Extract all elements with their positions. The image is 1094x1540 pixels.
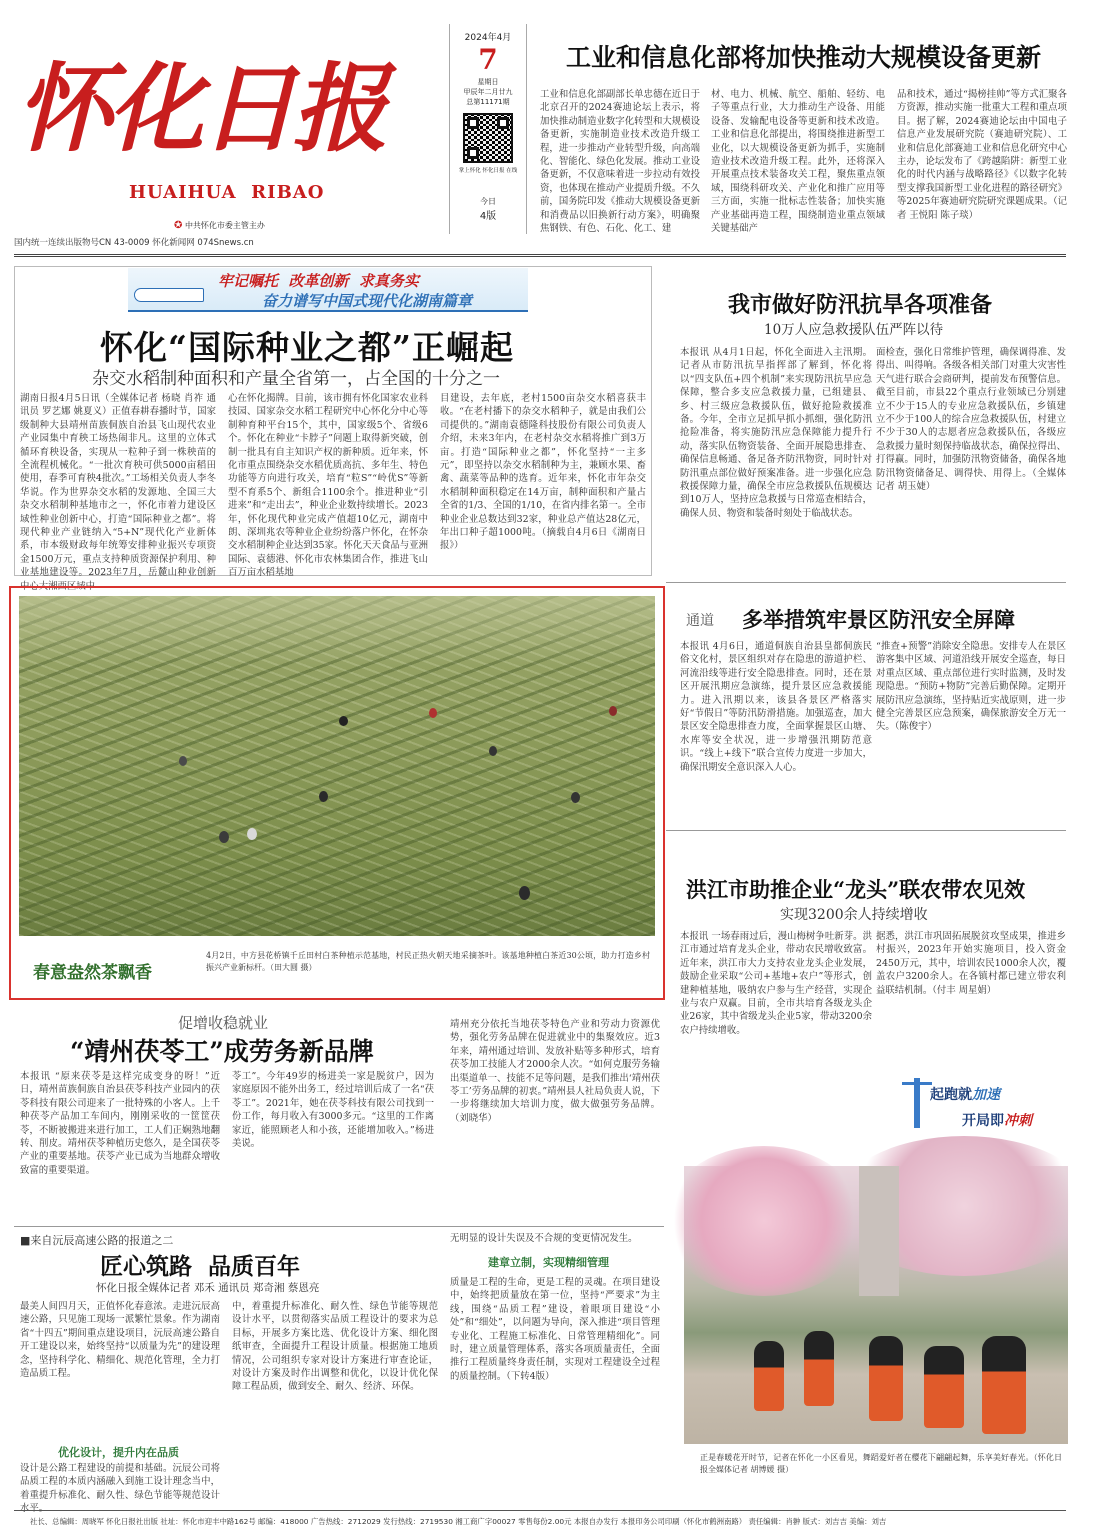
dancer (982, 1336, 1026, 1434)
dance-caption: 正是春暖花开时节，记者在怀化一小区看见，舞蹈爱好者在樱花下翩翩起舞，乐享美好春光。（怀化日报全媒体记者 胡博媛 摄） (700, 1453, 1062, 1474)
scenic-col1: 本报讯 4月6日，通道侗族自治县皇都侗族民俗文化村，景区组织对存在隐患的游道护栏、河流沿线等进行安全隐患排查。同时，还在景区开展汛期应急演练，提升景区应急救援能力。进入汛期以来，该县各景区严格落实好“节假日”等防汛防滑措施。加强巡查，加大景区安全隐患排查力度，全面掌握景区山塘、水库等安全状况，进一步增强汛期防范意识。“线上+线下”联合宣传力度进一步加大，确保汛期安全意识深入人心。 (680, 641, 872, 773)
badge-text1: 起跑就 (930, 1087, 972, 1103)
qr-caption: 掌上怀化 怀化日报 在线 (458, 168, 518, 174)
date-year-month: 2024年4月 (464, 33, 512, 43)
dragon-subhead: 实现3200余人持续增收 (780, 907, 928, 923)
tea-field-photo (19, 596, 655, 936)
seed-headline: 怀化“国际种业之都”正崛起 (100, 328, 514, 367)
masthead-logo: 怀化日报 (16, 52, 384, 165)
tea-picker (609, 706, 617, 716)
badge-accent2: 冲刺 (1004, 1113, 1032, 1129)
dancer (804, 1331, 834, 1406)
dragon-col1: 本报讯 一场春雨过后，漫山梅树争吐新芽。洪江市通过培育龙头企业，带动农民增收致富。近年来，洪江市大力支持农业龙头企业发展，鼓励企业采取“公司+基地+农户”等形式，创建种植基地，吸纳农户参与生产经营，实现企业与农户双赢。目前，全市共培育各级龙头企业26家，其中省级龙头企业5家，带动3200余农户持续增收。 (680, 931, 872, 1036)
flood-subhead: 10万人应急救援队伍严阵以待 (764, 322, 944, 338)
tea-picker (247, 828, 257, 840)
fuling-col3: 靖州充分依托当地茯苓特色产业和劳动力资源优势，强化劳务品牌在促进就业中的集聚效应。近3年来，靖州通过培训、发放补贴等多种形式，培育茯苓加工技能人才2000余人次。“如何克服劳务输出渠道单一、技能不足等问题，是我们推出‘靖州茯苓工’劳务品牌的初衷。”靖州县人社局负责人说，下一步将继续加大培训力度，做大做强劳务品牌。（刘晓华） (450, 1019, 660, 1124)
dancer (924, 1346, 964, 1428)
tea-photo-frame (9, 586, 665, 1000)
road-col2: 中，着重提升标准化、耐久性、绿色节能等规范设计水平，以贯彻落实品质工程设计的要求为总目标，开展多方案比选、优化设计方案、细化图纸审查，全面提升工程设计质量。根据施工地质情况，公司组织专家对设计方案进行审查论证，对设计方案及时作出调整和优化，以设计优化保障工程品质，做到安全、耐久、经济、环保。 (232, 1301, 438, 1393)
road-section2: 建章立制，实现精细管理 (488, 1256, 609, 1269)
date-day: 7 (478, 43, 498, 76)
road-col1b: 设计是公路工程建设的前提和基础。沅辰公司将品质工程的本质内涵融入到施工设计理念当中，着重提升标准化、耐久性、绿色节能等规范设计水平。 (20, 1463, 220, 1515)
banner-line2: 奋力谱写中国式现代化湖南篇章 (262, 292, 473, 310)
sponsor-text: 中共怀化市委主管主办 (184, 221, 265, 230)
campaign-badge (896, 1072, 1066, 1142)
seed-col3: 目建设，去年底，老村1500亩杂交水稻喜获丰收。“在老村播下的杂交水稻种子，就是由我们公司提供的。”湖南袁德隆科技股份有限公司负责人介绍，未来3年内，在老村杂交水稻将推广到3万亩。打造“国际种业之都”，怀化坚持“一主多元”，即坚持以杂交水稻制种为主，兼顾水果、畜禽、蔬菜等品种的选育。近年来，怀化市年杂交水稻制种面积稳定在14万亩，制种面积和产量占全省的1/3、全国的1/10，在省内排名第一。全市种业企业总数达到32家，种业总产值达28亿元，年出口种子超1000吨。（摘载自4月6日《湖南日报》） (440, 393, 646, 552)
seed-col1: 湖南日报4月5日讯（全媒体记者 杨晓 肖祚 通讯员 罗艺娜 姚夏义）正值春耕春播时节，国家级制种大县靖州苗族侗族自治县飞山现代农业产业园集中育秧工场热闹非凡。这里的立体式循环育秧设备，实现从一粒种子到一株秧苗的全流程机械化。“一批次育秧可供5000亩稻田使用，春季可育秧4批次。”工场相关负责人李冬华说。作为世界杂交水稻的发源地、全国三大杂交水稻制种基地市之一，怀化市着力建设区域性种业创新中心，打造“国际种业之都”。将现代种业产业链纳入“5+N”现代化产业新体系，市本级财政每年统筹安排种业振兴专项资金1500万元，重点支持种质资源保护利用、种业基地建设等。2023年7月，岳麓山种业创新中心大湘西区域中 (20, 393, 216, 592)
fuling-headline: “靖州茯苓工”成劳务新品牌 (70, 1037, 374, 1066)
masthead-pinyin: HUAIHUA RIBAO (129, 182, 325, 203)
dragon-col2: 据悉，洪江市巩固拓展脱贫攻坚成果，推进乡村振兴，2023年开始实施项目，投入资金2450万元，其中，培训农民1000余人次，覆盖农户3200余人。在各镇村都已建立带农利益联结机制。（付丰 周星娟） (876, 931, 1066, 996)
tea-picker (339, 716, 348, 726)
tea-picker (319, 791, 328, 802)
tea-caption-title: 春意盎然茶飘香 (33, 963, 152, 983)
fuling-col1: 本报讯 “原来茯苓是这样完成变身的呀！”近日，靖州苗族侗族自治县茯苓科技产业园内的茯苓科技有限公司迎来了一批特殊的小客人。上千种茯苓产品加工车间内，刚刚采收的一筐筐茯苓，不断被搬进来进行加工，工人们正娴熟地翻转、削皮。靖州茯苓种植历史悠久，是全国茯苓产业的重要基地。茯苓产业已成为当地群众增收致富的重要渠道。 (20, 1071, 220, 1176)
tea-picker (489, 746, 497, 756)
flood-headline: 我市做好防汛抗旱各项准备 (728, 292, 993, 318)
cherry-blossom-tree (664, 1146, 864, 1296)
today-label: 今日 (480, 197, 496, 206)
road-byline: 怀化日报全媒体记者 邓禾 通讯员 郑奇湘 蔡恩亮 (96, 1282, 320, 1294)
tea-picker (571, 792, 580, 803)
tower-icon (914, 1078, 920, 1128)
footer-rule (14, 1510, 1066, 1511)
scenic-rule (666, 830, 1066, 831)
date-lunar: 甲辰年二月廿九 (463, 88, 513, 96)
seed-subhead: 杂交水稻制种面积和产量全省第一，占全国的十分之一 (92, 369, 500, 389)
flood-col2: 面检查，强化日常维护管理，确保调得准、发得出、叫得响。各级各相关部门对重大灾害性天气进行联合会商研判，提前发布预警信息。截至目前，市县22个重点行业领域已分别建立不少于15人的专业应急救援队伍，乡镇建立不少于100人的综合应急救援队伍，村建立不少于30人的志愿者应急救援队伍，各级应急救援力量时刻保持临战状态，确保拉得出、打得赢。同时，加强防汛物资储备，确保各地防汛物资储备足、调得快、用得上。（全媒体记者 胡玉婕） (876, 347, 1066, 493)
fuling-rule (14, 1226, 664, 1227)
scenic-headline: 多举措筑牢景区防汛安全屏障 (742, 607, 1015, 632)
footer-info: 社长、总编辑：周晓军 怀化日报社出版 社址：怀化市迎丰中路162号 邮编：418000 广告热线：2712029 发行热线：2719530 湘工商广字00027 零售每份2.00元 本报自办发行 本报印务公司印刷（怀化市鹤洲南路） 责任编辑：肖翀 版式：刘吉吉 美编：刘吉 (30, 1517, 887, 1526)
badge-accent1: 加速 (972, 1087, 1000, 1103)
qr-code (463, 113, 513, 163)
party-emblem-icon: ✪ (174, 220, 183, 231)
top-story-col2: 材、电力、机械、航空、船舶、轻纺、电子等重点行业，大力推动生产设备、用能设备、发输配电设备等更新和技术改造。工业和信息化部提出，将围绕推进新型工业化，以大规模设备更新为抓手，实施制造业技术改造升级工程。此外，还将深入开展重点技术装备攻关工程，聚焦重点领域，围绕科研攻关、产业化和推广应用等三方面，实施一批标志性装备；加快实施产业基础再造工程，围绕制造业重点领域关键基础产 (711, 89, 885, 235)
date-box (449, 24, 527, 234)
tea-caption-text: 4月2日，中方县花桥镇千丘田村白茶种植示范基地，村民正热火朝天地采摘茶叶。该基地种植白茶近30公顷，助力打造乡村振兴产业新标杆。（田大圆 摄） (206, 951, 650, 972)
fuling-col2: 苓工”。今年49岁的杨进美一家是脱贫户，因为家庭原因不能外出务工，经过培训后成了一名“茯苓工”。2021年，她在茯苓科技有限公司找到一份工作，每月收入有3000多元。“这里的工作离家近，能照顾老人和小孩，还能增加收入。”杨进美说。 (232, 1071, 434, 1150)
road-section1: 优化设计，提升内在品质 (58, 1446, 179, 1459)
building (859, 1166, 899, 1296)
seed-col2: 心在怀化揭牌。目前，该市拥有怀化国家农业科技园、国家杂交水稻工程研究中心怀化分中心等制种育种平台15个，其中，国家级5个、省级6个。怀化在种业“卡脖子”问题上取得新突破，创制一批具有自主知识产权的新种质。近年来，怀化市重点围绕杂交水稻优质高抗、多年生、特色功能等方向进行攻关，培育“粒S”“岭优S”等新型不育系5个、新组合1100余个。推进种业“引进来”和“走出去”，种业企业数持续增长。2023年，怀化现代种业完成产值超10亿元，湖南中朗、深圳兆农等种业企业纷纷落户怀化，在怀杂交水稻制种企业达到35家。怀化天天食品与亚洲国际、袁德港、怀化市农林集团合作，推进飞山百万亩水稻基地 (228, 393, 428, 579)
scenic-kicker: 通道 (686, 613, 714, 629)
badge-text2: 开局即 (962, 1113, 1004, 1129)
cn-number-line: 国内统一连续出版物号CN 43-0009 怀化新闻网 074Snews.cn (14, 238, 254, 248)
badge-line2 (962, 1110, 1032, 1130)
flood-rule (666, 582, 1066, 583)
date-weekday: 星期日 (477, 78, 499, 86)
dance-photo (684, 1166, 1068, 1444)
road-series-label: ■来自沅辰高速公路的报道之二 (20, 1234, 174, 1247)
dancer (754, 1341, 784, 1411)
dragon-headline: 洪江市助推企业“龙头”联农带农见效 (686, 877, 1026, 902)
fuling-kicker: 促增收稳就业 (178, 1014, 269, 1032)
top-story-col1: 工业和信息化部副部长单忠德在近日于北京召开的2024赛迪论坛上表示，将加快推动制造业数字化转型和大规模设备更新，实施制造业技术改造升级工程，进一步推动产业转型升级，向高端化、智能化、绿色化发展。推动工业设备更新，不仅意味着进一步拉动有效投资，也体现在推动产业提质升级。不久前，国务院印发《推动大规模设备更新和消费品以旧换新行动方案》，明确聚焦钢铁、有色、石化、化工、建 (540, 89, 700, 235)
masthead-rule (14, 254, 1066, 257)
dancer (869, 1336, 903, 1421)
issue-number: 总第11171期 (466, 98, 510, 106)
tea-picker (429, 708, 437, 718)
scenic-col2: “推查+预警”消除安全隐患。安排专人在景区游客集中区域、河道沿线开展安全巡查，每日对重点区域、重点部位进行实时监测，及时发现隐患。“预防+物防”完善后勤保障。定期开展防汛应急演练，坚持贴近实战原则，进一步健全完善景区应急预案，确保旅游安全万无一失。（陈俊宇） (876, 641, 1066, 733)
banner-line1: 牢记嘱托 改革创新 求真务实 (218, 272, 419, 290)
road-headline: 匠心筑路 品质百年 (100, 1253, 301, 1280)
road-col3-top: 无明显的设计失误及不合规的变更情况发生。 (450, 1233, 638, 1244)
tea-picker (519, 886, 530, 900)
tea-picker (219, 831, 229, 843)
sponsor-line (174, 220, 265, 231)
tower-icon-arm (902, 1082, 932, 1085)
badge-line1 (930, 1084, 1000, 1104)
top-story-col3: 品和技术，通过“揭榜挂帅”等方式汇聚各方资源，推动实施一批重大工程和重点项目。据了解，2024赛迪论坛由中国电子信息产业发展研究院（赛迪研究院）、工业和信息化部赛迪工业和信息化研究中心主办，论坛发布了《跨越陷阱：新型工业化的时代内涵与战略路径》《以数字化转型支撑我国新型工业化进程的路径研究》等2025年赛迪研究院研究课题成果。（记者 王悦阳 陈子琰） (897, 89, 1067, 221)
tea-picker (179, 756, 187, 766)
top-story-headline: 工业和信息化部将加快推动大规模设备更新 (566, 43, 1042, 72)
page-count: 4版 (479, 211, 497, 222)
road-col3: 质量是工程的生命，更是工程的灵魂。在项目建设中，始终把质量放在第一位，坚持“严要求”为主线，围绕“品质工程”建设，着眼项目建设“小处”和“细处”，以问题为导向，深入推进“项目管理专业化、工程施工标准化、日常管理精细化”。同时，建立质量管理体系，落实各项质量责任，全面推行工程质量终身责任制，实现对工程建设全过程的质量控制。（下转4版） (450, 1277, 660, 1382)
flood-col1: 本报讯 从4月1日起，怀化全面进入主汛期。记者从市防汛抗旱指挥部了解到，怀化将以“四支队伍+四个机制”来实现防汛抗旱应急保障，整合多支应急救援力量，已组建县、乡、村三级应急救援队伍，做好抢险救援准备。今年，全市立足抓早抓小抓细，强化防汛抢险准备，将实施防汛应急保障能力提升行动，落实队伍物资装备、全面开展隐患排查、确保信息畅通、备足备齐防汛物资，同时针对防汛重点部位做好预案准备。进一步强化应急救援保障力量，确保全市应急救援队伍规模达到10万人，坚持应急救援与日常巡查相结合，确保人员、物资和装备时刻处于临战状态。 (680, 347, 872, 519)
road-col1: 最美人间四月天，正值怀化春意浓。走进沅辰高速公路，只见施工现场一派繁忙景象。作为湖南省“十四五”期间重点建设项目，沅辰高速公路自开工建设以来，始终坚持“以质量为先”的建设理念，坚持科学化、精细化、规范化管理，全力打造品质工程。 (20, 1301, 220, 1380)
